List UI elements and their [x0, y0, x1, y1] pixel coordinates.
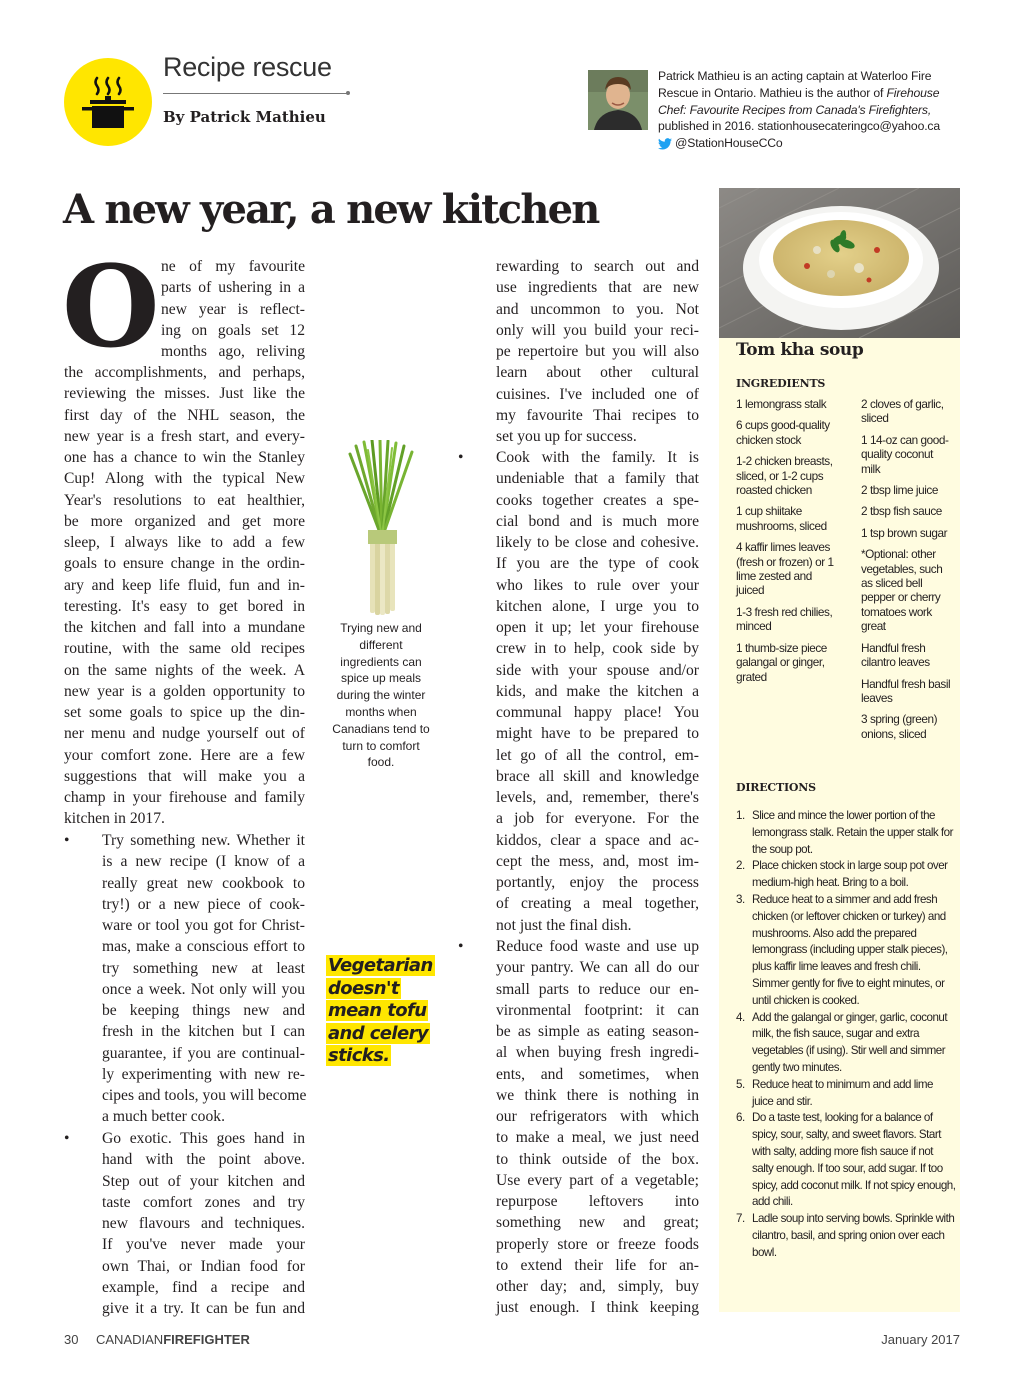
- lemongrass-image: [346, 440, 418, 615]
- text-line: example, find a recipe and: [102, 1278, 305, 1296]
- drop-cap: O: [62, 242, 160, 373]
- pull-quote-line: Vegetarian: [328, 955, 433, 976]
- text-line: routine, with the same old recipes: [64, 640, 305, 658]
- text-line: taste comfort zones and try: [102, 1193, 305, 1211]
- author-bio: [658, 68, 968, 152]
- step-text: Slice and mince the lower portion of the lemongrass stalk. Retain the upper stalk for the soup pot.: [752, 809, 953, 856]
- text-line: vironmental footprint: it can: [496, 1001, 699, 1019]
- soup-photo: [719, 188, 960, 338]
- text-line: of creating a meal together,: [496, 895, 699, 913]
- step-number: 7.: [736, 1212, 745, 1226]
- text-line: your pantry. We can all do our: [496, 959, 699, 977]
- text-line: guarantee, if you are continual-: [102, 1044, 305, 1062]
- byline: By Patrick Mathieu: [163, 108, 326, 126]
- divider: [163, 93, 349, 94]
- text-line: new year is reflect-: [161, 300, 305, 318]
- pull-quote-line: doesn't: [328, 977, 399, 999]
- text-line: our refrigerators with which: [496, 1108, 699, 1125]
- twitter-handle-row: [658, 135, 968, 152]
- text-line: something new and great;: [496, 1214, 699, 1232]
- text-line: cept the mess, and, most im-: [496, 852, 699, 870]
- step-text: Add the galangal or ginger, garlic, coconut milk, the fish sauce, sugar and extra vegetables (if using). Stir well and simmer gently two minutes.: [752, 1010, 948, 1074]
- text-line: kids, and make the kitchen a: [496, 682, 699, 700]
- text-line: If you've never made your: [102, 1236, 305, 1254]
- text-line: champ in your firehouse and family: [64, 789, 305, 806]
- bullet-try-something-new: [64, 830, 307, 1128]
- text-line: teresting. It's easy to get bored in: [64, 597, 305, 615]
- text-line: Cook with the family. It is: [496, 449, 699, 466]
- step-text: Ladle soup into serving bowls. Sprinkle with cilantro, basil, and spring onion over each bowl.: [752, 1212, 955, 1259]
- step-text: Reduce heat to minimum and add lime juice and stir.: [752, 1077, 933, 1108]
- direction-step: [733, 1077, 957, 1111]
- text-line: ly experimenting with new re-: [102, 1065, 305, 1083]
- bio-line: Rescue in Ontario. Mathieu is the author of Firehouse: [658, 85, 940, 100]
- text-line: small parts to reduce our en-: [496, 980, 699, 998]
- text-line: my favourite Thai recipes to: [496, 406, 699, 424]
- text-line: let go of all the control, em-: [496, 746, 699, 764]
- text-line: ents, and sometimes, when: [496, 1065, 699, 1083]
- text-line: cial bond and is much more: [496, 512, 699, 530]
- text-line: to make a meal, we just need: [496, 1129, 699, 1147]
- book-title: Firehouse: [886, 85, 940, 100]
- text-line: fresh in the kitchen but I can: [102, 1023, 305, 1041]
- text-line: kiddos, clear a space and ac-: [496, 831, 699, 849]
- text-line: kitchen alone, I urge you to: [496, 597, 699, 615]
- directions-list: [733, 808, 957, 1262]
- text-line: to think outside of the box.: [496, 1150, 699, 1168]
- bullet-marker: •: [458, 938, 464, 955]
- text-line: learn about other cultural: [496, 364, 699, 382]
- bullet-marker: •: [64, 1130, 70, 1147]
- text-line: Step out of your kitchen and: [102, 1172, 305, 1190]
- text-line: try something new at least: [102, 959, 305, 977]
- ingredient-item: 1 thumb-size piece galangal or ginger, grated: [736, 640, 827, 684]
- text-line: not just the final dish.: [496, 916, 632, 934]
- text-line: cipes and tools, you will become: [102, 1087, 307, 1104]
- bio-line: Chef: Favourite Recipes from Canada's Firefighters,: [658, 102, 932, 117]
- text-line: Try something new. Whether it: [102, 832, 305, 849]
- text-line: undeniable that a family that: [496, 470, 699, 488]
- article-column-2-intro: [496, 256, 699, 447]
- cooking-pot-icon: [64, 58, 152, 146]
- ingredients-list-right: [861, 397, 953, 748]
- ingredient-item: Handful fresh cilantro leaves: [861, 640, 930, 670]
- direction-step: [733, 1010, 957, 1077]
- pull-quote-line: sticks.: [328, 1045, 390, 1067]
- ingredient-item: 1 14-oz can good-quality coconut milk: [861, 432, 949, 476]
- text-line: new year is a golden opportunity to: [64, 682, 305, 700]
- article-column-1-intro: [161, 256, 305, 362]
- ingredient-item: 1-3 fresh red chilies, minced: [736, 604, 833, 634]
- bullet-cook-with-family: [458, 447, 699, 936]
- step-number: 1.: [736, 809, 745, 822]
- text-line: cuisines. I've included one of: [496, 385, 699, 403]
- text-line: parts of ushering in a: [161, 279, 305, 297]
- pull-quote-line: mean tofu: [328, 1000, 427, 1022]
- direction-step: [733, 858, 957, 892]
- magazine-name: CANADIANFIREFIGHTER: [96, 1332, 250, 1347]
- ingredient-item: 2 tbsp lime juice: [861, 483, 938, 498]
- divider-dot: [346, 91, 350, 95]
- text-line: mas, make a conscious effort to: [102, 938, 305, 956]
- text-line: levels, and, remember, there's: [496, 789, 699, 806]
- text-line: reviewing the misses. Just like the: [64, 385, 305, 403]
- text-line: communal happy place! You: [496, 704, 699, 721]
- step-text: Reduce heat to a simmer and add fresh chicken (or leftover chicken or turkey) and mushrooms. Also add the prepared lemongrass (including upper stalk pieces), plus kaffir lime leaves and fresh chili. Simmer gently for five to eight minutes, or until chicken is cooked.: [752, 892, 948, 1007]
- directions-heading: DIRECTIONS: [736, 781, 816, 794]
- twitter-handle[interactable]: @StationHouseCCo: [675, 136, 783, 151]
- author-photo: [588, 70, 648, 130]
- direction-step: [733, 1211, 957, 1261]
- ingredient-item: 1 cup shiitake mushrooms, sliced: [736, 504, 827, 533]
- text-line: we think there is nothing in: [496, 1086, 699, 1104]
- text-line: just enough. I think keeping: [496, 1299, 699, 1317]
- direction-step: [733, 1110, 957, 1211]
- text-line: kitchen in 2017.: [64, 810, 165, 828]
- text-line: one has a chance to win the Stanley: [64, 449, 305, 466]
- column-title: Recipe rescue: [163, 52, 332, 82]
- text-line: own Thai, or Indian food for: [102, 1257, 305, 1275]
- text-line: on the same nights of the week. A: [64, 661, 305, 679]
- text-line: ne of my favourite: [161, 258, 305, 275]
- text-line: side with your spouse and/or: [496, 661, 699, 679]
- ingredient-item: 3 spring (green) onions, sliced: [861, 712, 938, 741]
- text-line: Reduce food waste and use up: [496, 938, 699, 955]
- ingredients-heading: INGREDIENTS: [736, 377, 826, 390]
- text-line: ing on goals set 12: [161, 321, 305, 339]
- direction-step: [733, 808, 957, 858]
- text-line: Cup! Along with the typical New: [64, 470, 305, 488]
- text-line: ware or tool you got for Christ-: [102, 917, 305, 934]
- text-line: brace all skill and knowledge: [496, 767, 699, 785]
- step-number: 4.: [736, 1010, 745, 1024]
- text-line: a job for everyone. For the: [496, 810, 699, 828]
- step-number: 3.: [736, 892, 745, 906]
- text-line: portantly, enjoy the process: [496, 874, 699, 891]
- recipe-title: Tom kha soup: [736, 340, 864, 360]
- bullet-reduce-food-waste: [458, 936, 699, 1319]
- text-line: al when buying fresh ingredi-: [496, 1044, 699, 1062]
- ingredient-item: *Optional: other vegetables, such as sliced bell pepper or cherry tomatoes work great: [861, 547, 943, 634]
- text-line: to extend their life for an-: [496, 1256, 699, 1274]
- text-line: properly store or freeze foods: [496, 1235, 699, 1253]
- text-line: ary and keep life fluid, fun and in-: [64, 576, 305, 594]
- ingredient-item: 1 tsp brown sugar: [861, 525, 948, 540]
- text-line: other day; and, simply, buy: [496, 1278, 699, 1295]
- text-line: is a new recipe (I know of a: [102, 853, 305, 871]
- bullet-go-exotic: [64, 1128, 305, 1319]
- text-line: the accomplishments, and perhaps,: [64, 364, 305, 381]
- article-column-1: [64, 362, 305, 830]
- text-line: a much better cook.: [102, 1108, 225, 1126]
- text-line: try!) or a new piece of cook-: [102, 895, 305, 913]
- bullet-marker: •: [64, 832, 70, 849]
- text-line: set you up for success.: [496, 428, 637, 445]
- issue-date: January 2017: [881, 1332, 960, 1347]
- text-line: be as simple as eating season-: [496, 1023, 699, 1040]
- text-line: months ago, reliving: [161, 343, 305, 360]
- text-line: goals to ensure change in the ordin-: [64, 555, 305, 573]
- text-line: once a week. Not only will you: [102, 980, 305, 998]
- step-number: 5.: [736, 1077, 745, 1091]
- text-line: first day of the NHL season, the: [64, 406, 305, 424]
- ingredient-item: 4 kaffir limes leaves (fresh or frozen) or 1 lime zested and juiced: [736, 540, 834, 598]
- text-line: really great new cookbook to: [102, 874, 305, 892]
- column-logo: [64, 58, 152, 146]
- text-line: new flavours and techniques.: [102, 1215, 305, 1232]
- twitter-bird-icon: [658, 138, 672, 150]
- image-caption: Trying new and different ingredients can spice up meals during the winter months when Canadians tend to turn to comfort food.: [332, 621, 430, 770]
- ingredient-item: 1-2 chicken breasts, sliced, or 1-2 cups roasted chicken: [736, 454, 833, 498]
- text-line: who likes to rule over your: [496, 576, 699, 594]
- pull-quote: [326, 955, 433, 1068]
- text-line: Go exotic. This goes hand in: [102, 1130, 305, 1147]
- ingredient-item: 2 tbsp fish sauce: [861, 504, 942, 519]
- ingredient-item: Handful fresh basil leaves: [861, 676, 951, 705]
- text-line: repurpose leftovers into: [496, 1193, 699, 1210]
- pull-quote-line: and celery: [328, 1022, 428, 1044]
- text-line: the kitchen and fall into a mundane: [64, 619, 305, 636]
- bullet-marker: •: [458, 449, 464, 466]
- text-line: ner menu and nudge yourself out of: [64, 725, 305, 743]
- text-line: suggestions that will make you a: [64, 767, 305, 785]
- ingredients-list-left: [736, 397, 834, 691]
- text-line: cooks together creates a spe-: [496, 491, 699, 509]
- bio-line: published in 2016. stationhousecateringco@yahoo.ca: [658, 119, 941, 134]
- text-line: hand with the point above.: [102, 1151, 305, 1169]
- text-line: crew in to help, cook side by: [496, 640, 699, 658]
- text-line: Use every part of a vegetable;: [496, 1171, 699, 1189]
- text-line: open it up; let your firehouse: [496, 619, 699, 636]
- ingredient-item: 1 lemongrass stalk: [736, 397, 827, 411]
- text-line: If you are the type of cook: [496, 555, 699, 573]
- step-number: 2.: [736, 859, 745, 873]
- text-line: be keeping things new and: [102, 1002, 305, 1019]
- text-line: use ingredients that are new: [496, 279, 699, 297]
- step-text: Place chicken stock in large soup pot over medium-high heat. Bring to a boil.: [752, 859, 948, 890]
- text-line: might have to be prepared to: [496, 725, 699, 743]
- direction-step: [733, 892, 957, 1010]
- text-line: Year's resolutions to eat healthier,: [64, 491, 305, 509]
- page-number: 30: [64, 1332, 79, 1347]
- bio-line: Patrick Mathieu is an acting captain at Waterloo Fire: [658, 69, 932, 83]
- text-line: rewarding to search out and: [496, 258, 699, 275]
- text-line: sleep, I always like to add a few: [64, 534, 305, 551]
- ingredient-item: 2 cloves of garlic, sliced: [861, 397, 944, 426]
- text-line: set some goals to spice up the din-: [64, 704, 305, 721]
- text-line: only will you build your reci-: [496, 321, 699, 339]
- text-line: pe repertoire but you will also: [496, 343, 699, 360]
- text-line: likely to be close and cohesive.: [496, 534, 699, 551]
- text-line: and uncommon to you. Not: [496, 300, 699, 318]
- text-line: new year is a fresh start, and every-: [64, 427, 305, 445]
- text-line: be more organized and get more: [64, 512, 305, 530]
- step-number: 6.: [736, 1111, 745, 1125]
- ingredient-item: 6 cups good-quality chicken stock: [736, 418, 830, 447]
- text-line: give it a try. It can be fun and: [102, 1300, 305, 1317]
- step-text: Do a taste test, looking for a balance of spicy, sour, salty, and sweet flavors. Start with salty, adding more fish sauce if not salty enough. If too sour, add sugar. If too spicy, add coconut milk. If not spicy enough, add chili.: [752, 1111, 956, 1209]
- text-line: your comfort zone. Here are a few: [64, 746, 305, 764]
- article-headline: A new year, a new kitchen: [63, 186, 599, 233]
